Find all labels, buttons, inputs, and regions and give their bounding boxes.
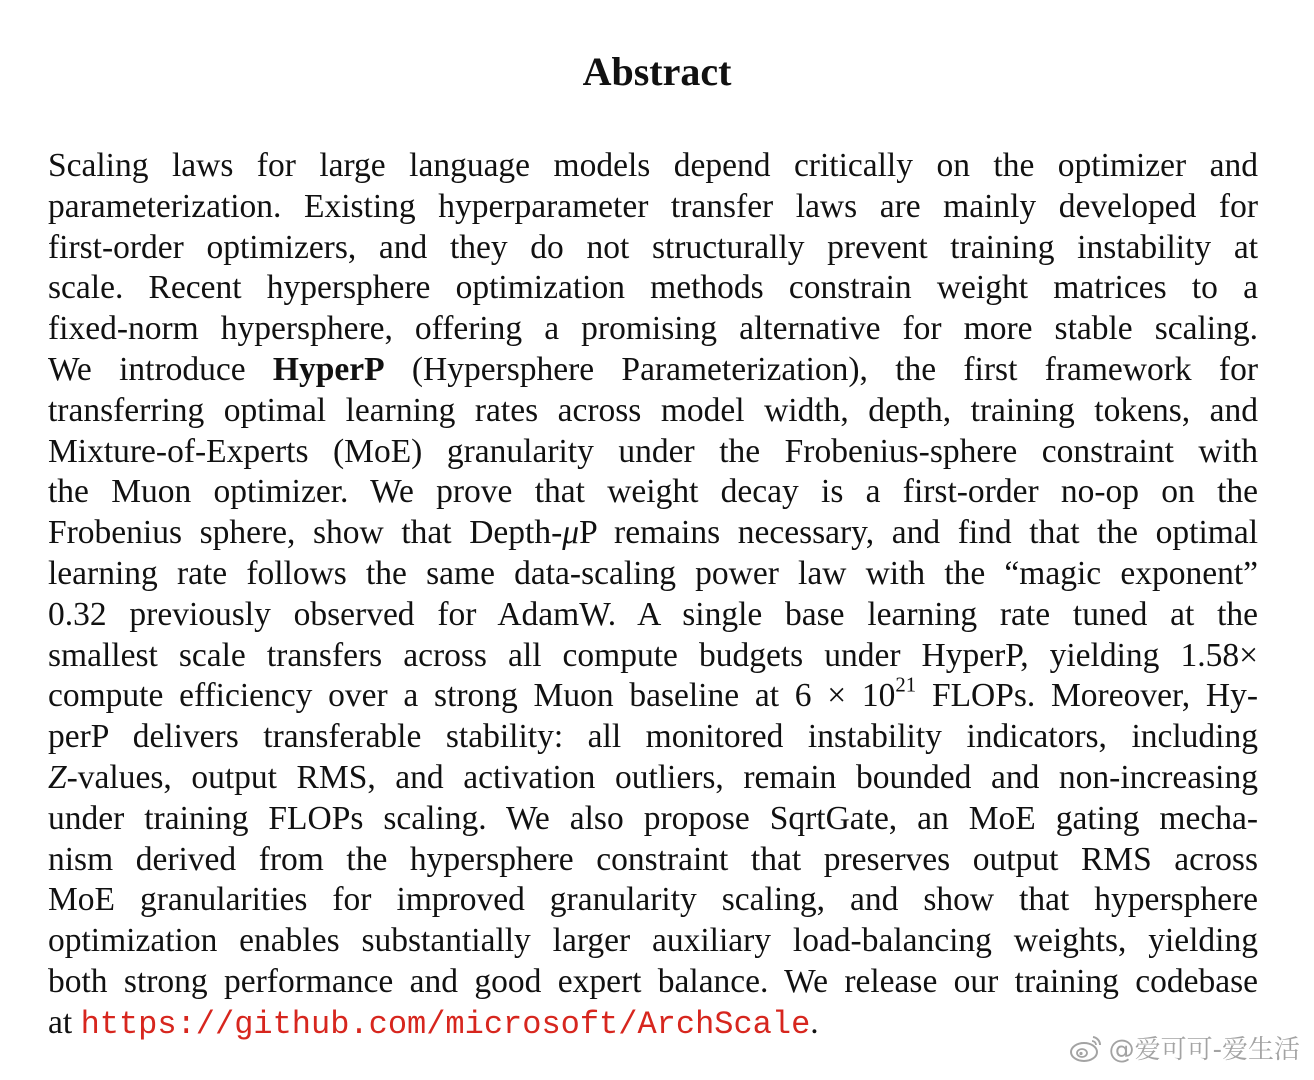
line-text: Frobenius sphere, show that Depth-	[48, 514, 563, 552]
abstract-line: both strong performance and good expert balance. We release our training codebase	[48, 962, 1258, 1000]
codebase-link[interactable]: https://github.com/microsoft/ArchScale	[80, 1005, 811, 1043]
abstract-line: Scaling laws for large language models depend critically on the optimizer and	[48, 147, 1258, 184]
line-text: (Hypersphere Parameterization), the first framework for	[384, 350, 1258, 388]
abstract-line-flops	[48, 673, 1258, 717]
abstract-line-hyperp	[48, 350, 1258, 391]
abstract-line: nism derived from the hypersphere constraint that preserves output RMS across	[48, 840, 1258, 878]
abstract-line: optimization enables substantially larger auxiliary load-balancing weights, yielding	[48, 922, 1258, 960]
abstract-line: 0.32 previously observed for AdamW. A single base learning rate tuned at the	[48, 595, 1258, 633]
abstract-line: the Muon optimizer. We prove that weight decay is a first-order no-op on the	[48, 473, 1258, 511]
abstract-line: under training FLOPs scaling. We also propose SqrtGate, an MoE gating mecha-	[48, 799, 1258, 837]
mu-symbol: μ	[562, 514, 580, 552]
watermark	[1069, 1029, 1300, 1066]
line-text: P remains necessary, and find that the optimal	[579, 514, 1258, 552]
abstract-line: perP delivers transferable stability: all monitored instability indicators, including	[48, 718, 1258, 756]
line-text: We introduce	[48, 350, 273, 388]
abstract-line: fixed-norm hypersphere, offering a promising alternative for more stable scaling.	[48, 310, 1258, 348]
weibo-icon	[1069, 1033, 1103, 1063]
hyperp-bold: HyperP	[272, 350, 385, 388]
line-text: at	[48, 1003, 81, 1041]
abstract-body	[48, 146, 1258, 1044]
exponent: 21	[895, 673, 917, 697]
watermark-text: @爱可可-爱生活	[1108, 1035, 1300, 1065]
line-text: FLOPs. Moreover, Hy-	[916, 677, 1258, 715]
abstract-line: MoE granularities for improved granularity scaling, and show that hypersphere	[48, 881, 1258, 919]
abstract-line: first-order optimizers, and they do not structurally prevent training instability at	[48, 228, 1258, 266]
abstract-line-depth-mup	[48, 513, 1258, 554]
abstract-line: Mixture-of-Experts (MoE) granularity under the Frobenius-sphere constraint with	[48, 432, 1258, 470]
abstract-line: parameterization. Existing hyperparameter transfer laws are mainly developed for	[48, 187, 1258, 225]
abstract-title: Abstract	[582, 49, 732, 94]
abstract-line-z-values	[48, 758, 1258, 799]
abstract-line: learning rate follows the same data-scaling power law with the “magic exponent”	[48, 554, 1258, 592]
line-text: -values, output RMS, and activation outliers, remain bounded and non-increasing	[66, 758, 1258, 796]
abstract-line: smallest scale transfers across all compute budgets under HyperP, yielding 1.58×	[48, 636, 1258, 674]
z-symbol: Z	[48, 758, 67, 796]
line-text: compute efficiency over a strong Muon baseline at 6 × 10	[48, 677, 896, 715]
line-text: .	[810, 1003, 819, 1041]
abstract-line: transferring optimal learning rates across model width, depth, training tokens, and	[48, 391, 1258, 429]
abstract-line: scale. Recent hypersphere optimization methods constrain weight matrices to a	[48, 269, 1258, 307]
